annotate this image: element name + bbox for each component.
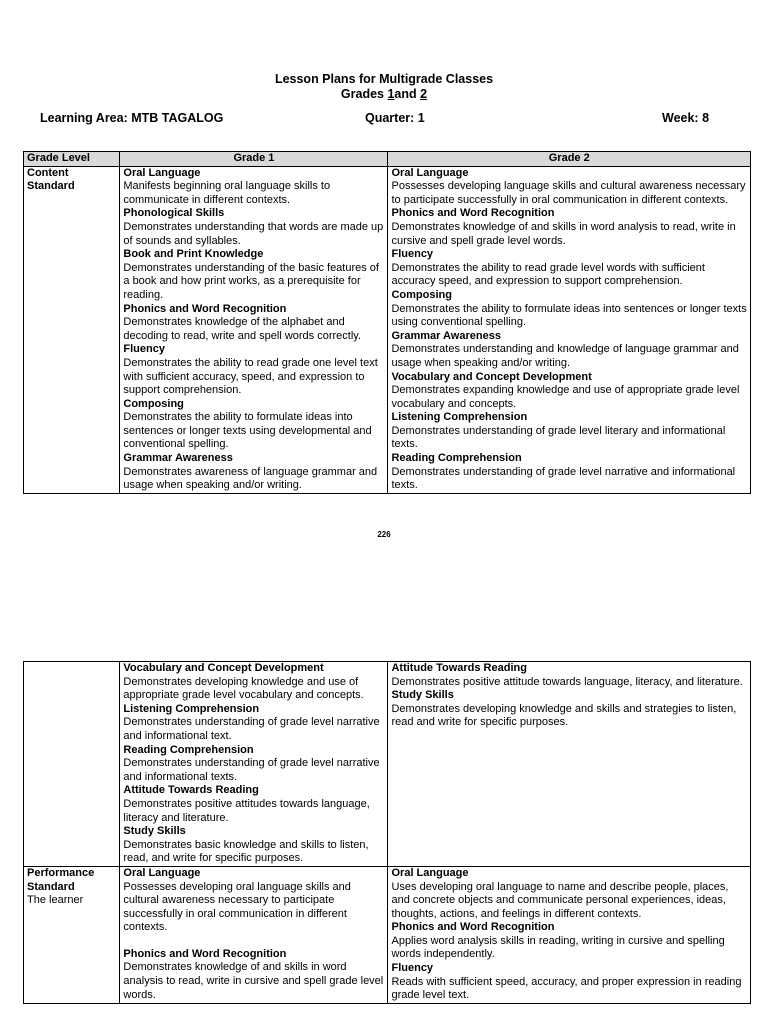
standard-heading: Grammar Awareness — [123, 452, 233, 465]
standard-heading: Attitude Towards Reading — [391, 662, 527, 674]
standard-heading: Phonics and Word Recognition — [123, 947, 287, 960]
standard-heading: Composing — [123, 397, 184, 410]
standard-text: Demonstrates understanding of grade level narrative and informational text. — [123, 716, 380, 742]
table-header-row — [24, 152, 751, 167]
standard-heading: Oral Language — [391, 866, 469, 879]
standard-text: Demonstrates basic knowledge and skills to listen, read, and write for specific purposes. — [123, 838, 369, 865]
standard-heading: Listening Comprehension — [123, 702, 260, 715]
standard-heading: Attitude Towards Reading — [123, 784, 259, 797]
standard-text: Demonstrates understanding of grade level literary and informational texts. — [391, 424, 726, 451]
standard-text: Reads with sufficient speed, accuracy, and proper expression in reading grade level text. — [391, 975, 742, 1002]
standard-heading: Vocabulary and Concept Development — [123, 662, 324, 674]
standard-heading: Phonological Skills — [123, 207, 225, 220]
standard-heading: Oral Language — [123, 866, 201, 879]
grade1-content-cell-cont — [120, 662, 388, 867]
lesson-table-page-1 — [23, 151, 751, 494]
standard-text: Demonstrates understanding of the basic features of a book and how print works, as a prerequisite for reading. — [123, 261, 379, 301]
standard-heading: Grammar Awareness — [391, 329, 501, 342]
grade2-performance-cell — [388, 866, 751, 1003]
standard-text: Possesses developing oral language skills and cultural awareness necessary to participate successfully in oral communication in different contexts. — [123, 880, 351, 934]
standard-text: Demonstrates awareness of language grammar and usage when speaking and/or writing. — [123, 465, 378, 492]
week: Week: 8 — [662, 111, 710, 125]
header-grade-2: Grade 2 — [388, 152, 751, 167]
standard-text: Demonstrates knowledge of and skills in word analysis to read, write in cursive and spell grade level words. — [123, 961, 384, 1001]
quarter: Quarter: 1 — [365, 111, 425, 125]
standard-heading: Study Skills — [391, 689, 454, 702]
standard-heading: Phonics and Word Recognition — [391, 207, 555, 220]
content-standard-label — [24, 166, 120, 493]
grade1-performance-cell — [120, 866, 388, 1003]
performance-label-2: Standard — [27, 880, 75, 893]
standard-text: Demonstrates knowledge of and skills in word analysis to read, write in cursive and spell grade level words. — [391, 220, 736, 247]
grade-a: 1 — [387, 87, 395, 101]
grades-and: and — [394, 87, 421, 101]
lesson-table-page-2 — [23, 661, 751, 1004]
standard-text: Demonstrates the ability to read grade level words with sufficient accuracy speed, and expression to support comprehension. — [391, 261, 705, 288]
table-row — [24, 866, 751, 1003]
header-grade-level: Grade Level — [24, 152, 120, 167]
standard-text: Manifests beginning oral language skills to communicate in different contexts. — [123, 180, 331, 206]
standard-heading: Fluency — [391, 248, 434, 261]
grade1-content-cell — [120, 166, 388, 493]
learning-area: Learning Area: MTB TAGALOG — [40, 111, 224, 125]
standard-text: Demonstrates the ability to formulate ideas into sentences or longer texts using developmental and conventional spelling. — [123, 411, 372, 451]
standard-heading: Oral Language — [123, 166, 201, 179]
standard-heading: Study Skills — [123, 825, 186, 838]
performance-standard-label — [24, 866, 120, 1003]
table-row — [24, 662, 751, 867]
standard-heading: Oral Language — [391, 166, 469, 179]
standard-text: Demonstrates understanding of grade level narrative and informational texts. — [123, 757, 380, 783]
standard-text: Demonstrates developing knowledge and use of appropriate grade level vocabulary and concepts. — [123, 675, 364, 702]
document-title: Lesson Plans for Multigrade Classes — [274, 72, 494, 86]
standard-text: Demonstrates the ability to read grade one level text with sufficient accuracy, speed, and expression to support comprehension. — [123, 356, 378, 397]
performance-label-1: Performance — [27, 866, 95, 879]
standard-heading: Composing — [391, 288, 452, 301]
standard-text: Demonstrates positive attitudes towards language, literacy and literature. — [123, 797, 370, 824]
empty-label-cell — [24, 662, 120, 867]
standard-heading: Phonics and Word Recognition — [391, 921, 555, 934]
standard-text: Demonstrates understanding of grade level narrative and informational texts. — [391, 465, 736, 492]
grade-b: 2 — [420, 87, 428, 101]
grade2-content-cell — [388, 166, 751, 493]
standard-text: Demonstrates expanding knowledge and use of appropriate grade level vocabulary and concepts. — [391, 384, 740, 410]
grade2-content-cell-cont — [388, 662, 751, 867]
standard-heading: Reading Comprehension — [123, 743, 254, 756]
header-grade-1: Grade 1 — [120, 152, 388, 167]
standard-heading: Phonics and Word Recognition — [123, 302, 287, 315]
standard-text: Demonstrates the ability to formulate ideas into sentences or longer texts using conventional spelling. — [391, 302, 747, 329]
standard-heading: Listening Comprehension — [391, 411, 528, 424]
standard-heading: Fluency — [391, 962, 434, 975]
grades-prefix: Grades — [340, 87, 388, 101]
grades-line — [0, 87, 768, 102]
performance-label-sub: The learner — [27, 894, 84, 907]
table-row — [24, 166, 751, 493]
standard-text: Applies word analysis skills in reading, writing in cursive and spelling words independently. — [391, 934, 725, 961]
standard-text: Demonstrates knowledge of the alphabet and decoding to read, write and spell words correctly. — [123, 316, 362, 342]
standard-heading: Fluency — [123, 343, 165, 356]
spacer — [123, 935, 384, 948]
standard-text: Demonstrates positive attitude towards language, literacy, and literature. — [391, 675, 743, 688]
standard-text: Demonstrates understanding that words are made up of sounds and syllables. — [123, 220, 384, 247]
content-label-2: Standard — [27, 180, 75, 193]
standard-heading: Reading Comprehension — [391, 452, 522, 465]
standard-heading: Book and Print Knowledge — [123, 248, 264, 261]
standard-heading: Vocabulary and Concept Development — [391, 370, 592, 383]
standard-text: Demonstrates developing knowledge and skills and strategies to listen, read and write for specific purposes. — [391, 702, 737, 729]
content-label-1: Content — [27, 166, 69, 179]
standard-text: Possesses developing language skills and cultural awareness necessary to participate successfully in oral communication in different contexts. — [391, 180, 746, 206]
standard-text: Uses developing oral language to name and describe people, places, and concrete objects and communicate personal experiences, ideas, thoughts, actions, and feelings in different contexts. — [391, 880, 729, 920]
page-number: 226 — [377, 530, 391, 539]
standard-text: Demonstrates understanding and knowledge of language grammar and usage when speaking and/or writing. — [391, 343, 739, 369]
